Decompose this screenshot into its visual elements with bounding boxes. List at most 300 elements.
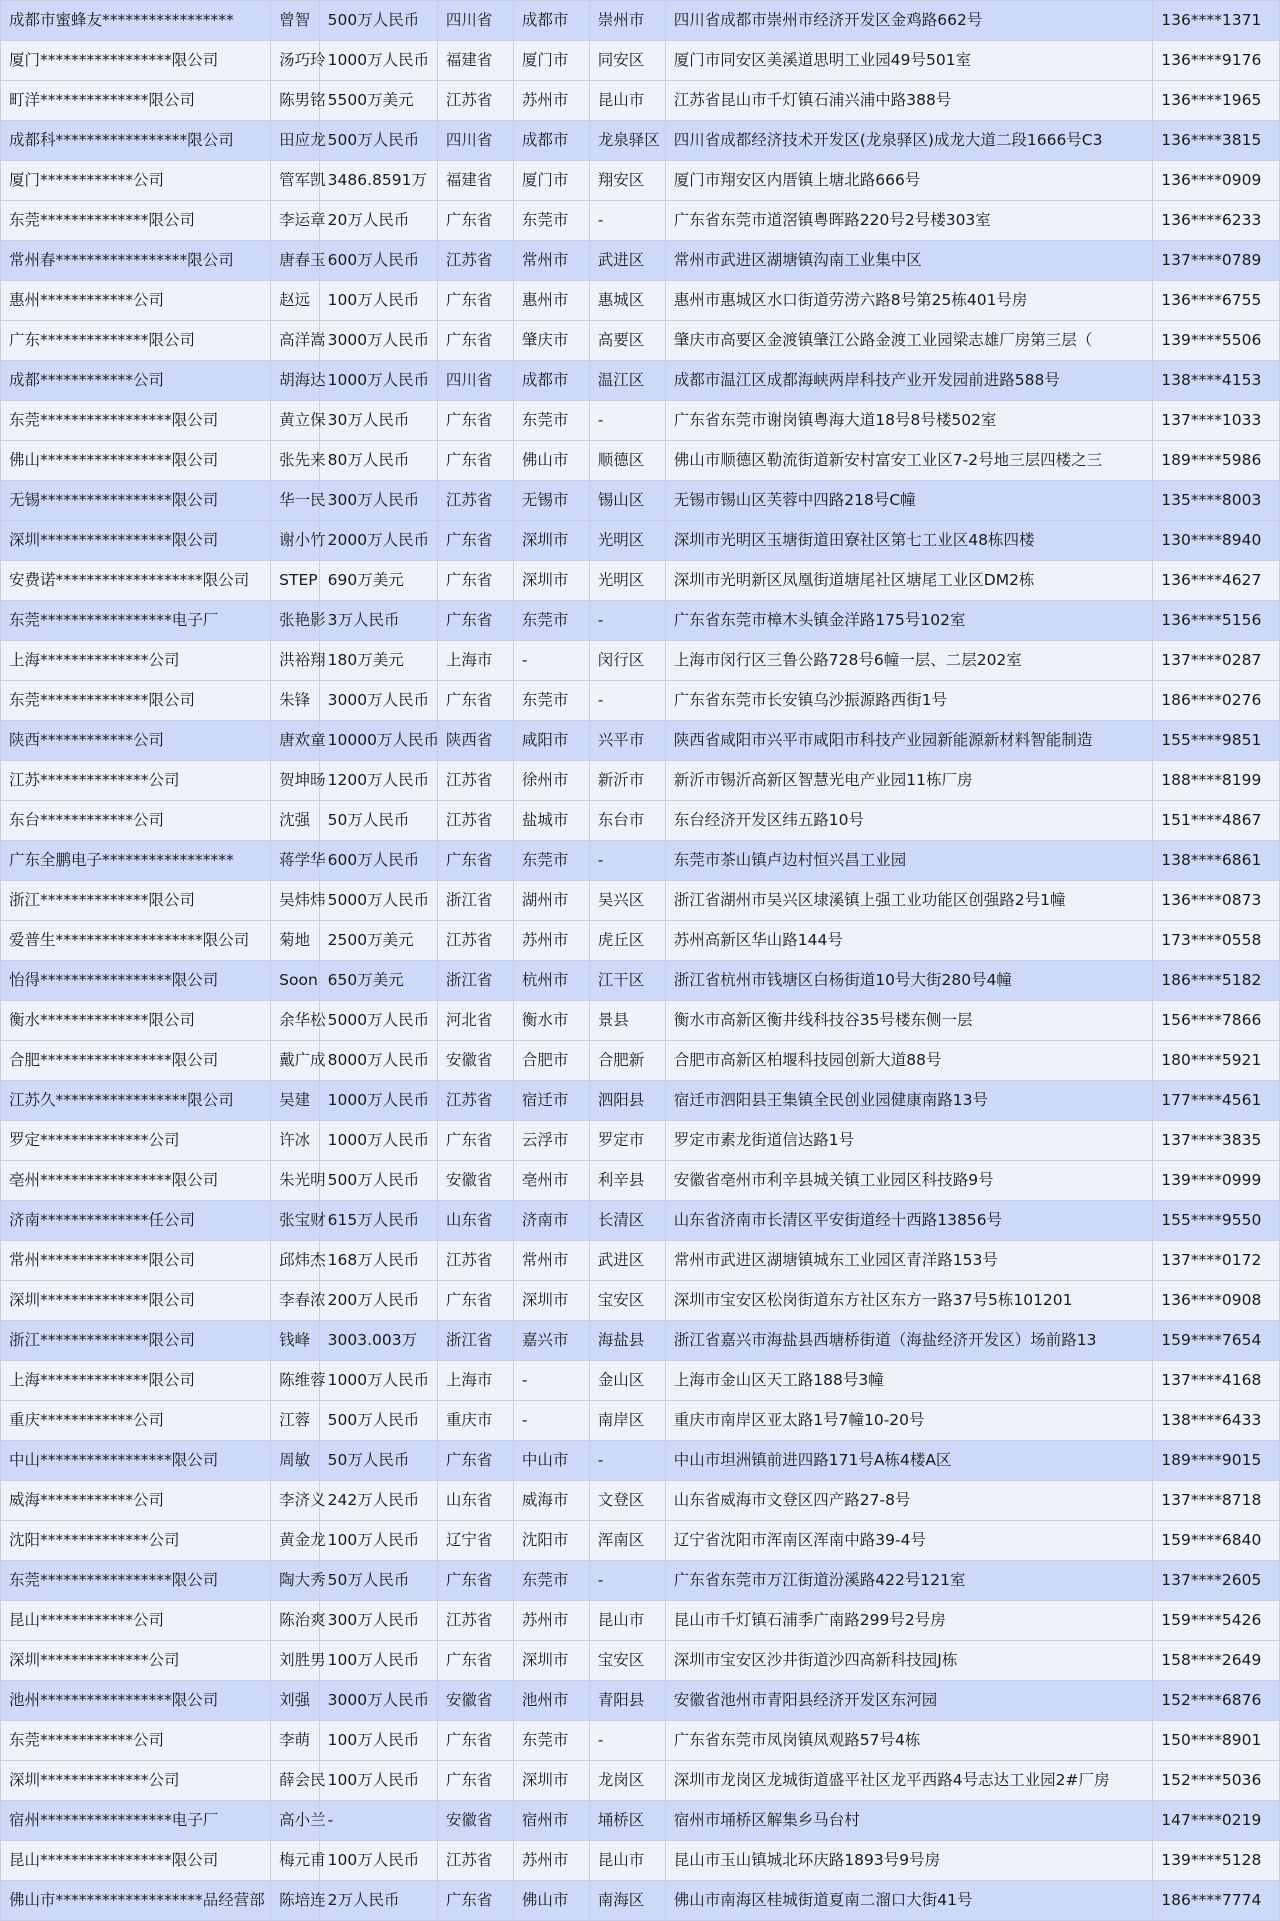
company-name-cell: 沈阳**************公司 [1,1521,271,1561]
district-cell: 翔安区 [589,161,665,201]
contact-name-cell: 贺坤旸 [271,761,320,801]
contact-name-cell: STEP [271,561,320,601]
phone-cell: 139****5128 [1153,1841,1280,1881]
province-cell: 江苏省 [437,1841,513,1881]
address-cell: 四川省成都经济技术开发区(龙泉驿区)成龙大道二段1666号C3 [665,121,1153,161]
registered-capital-cell: 242万人民币 [319,1481,437,1521]
contact-name-cell: 陈培连 [271,1881,320,1921]
district-cell: - [589,201,665,241]
province-cell: 四川省 [437,121,513,161]
district-cell: 顺德区 [589,441,665,481]
table-row[interactable] [1,1841,1280,1881]
address-cell: 常州市武进区湖塘镇沟南工业集中区 [665,241,1153,281]
address-cell: 合肥市高新区柏堰科技园创新大道88号 [665,1041,1153,1081]
registered-capital-cell: 200万人民币 [319,1281,437,1321]
district-cell: 新沂市 [589,761,665,801]
province-cell: 广东省 [437,1761,513,1801]
registered-capital-cell: - [319,1801,437,1841]
district-cell: - [589,681,665,721]
address-cell: 重庆市南岸区亚太路1号7幢10-20号 [665,1401,1153,1441]
city-cell: - [513,1361,589,1401]
registered-capital-cell: 600万人民币 [319,241,437,281]
city-cell: 衡水市 [513,1001,589,1041]
table-row[interactable] [1,761,1280,801]
table-row[interactable] [1,441,1280,481]
phone-cell: 159****5426 [1153,1601,1280,1641]
contact-name-cell: 李春浓 [271,1281,320,1321]
table-row[interactable] [1,601,1280,641]
address-cell: 浙江省湖州市吴兴区埭溪镇上强工业功能区创强路2号1幢 [665,881,1153,921]
table-row[interactable] [1,801,1280,841]
phone-cell: 136****3815 [1153,121,1280,161]
company-name-cell: 厦门************公司 [1,161,271,201]
registered-capital-cell: 20万人民币 [319,201,437,241]
company-name-cell: 广东全鹏电子***************** [1,841,271,881]
address-cell: 上海市金山区天工路188号3幢 [665,1361,1153,1401]
province-cell: 江苏省 [437,1241,513,1281]
company-name-cell: 江苏久*****************限公司 [1,1081,271,1121]
table-row[interactable] [1,121,1280,161]
contact-name-cell: 华一民 [271,481,320,521]
province-cell: 安徽省 [437,1681,513,1721]
registered-capital-cell: 100万人民币 [319,1841,437,1881]
district-cell: 闵行区 [589,641,665,681]
registered-capital-cell: 50万人民币 [319,1561,437,1601]
city-cell: 深圳市 [513,1641,589,1681]
address-cell: 浙江省杭州市钱塘区白杨街道10号大街280号4幢 [665,961,1153,1001]
city-cell: 苏州市 [513,1841,589,1881]
province-cell: 广东省 [437,561,513,601]
province-cell: 广东省 [437,401,513,441]
city-cell: 济南市 [513,1201,589,1241]
registered-capital-cell: 5000万人民币 [319,881,437,921]
table-row[interactable] [1,1321,1280,1361]
district-cell: 高要区 [589,321,665,361]
contact-name-cell: 刘胜男 [271,1641,320,1681]
city-cell: 成都市 [513,361,589,401]
table-row[interactable] [1,921,1280,961]
company-name-cell: 威海************公司 [1,1481,271,1521]
district-cell: 宝安区 [589,1281,665,1321]
district-cell: 龙岗区 [589,1761,665,1801]
province-cell: 江苏省 [437,481,513,521]
address-cell: 辽宁省沈阳市浑南区浑南中路39-4号 [665,1521,1153,1561]
company-name-cell: 深圳*****************限公司 [1,521,271,561]
address-cell: 惠州市惠城区水口街道劳涝六路8号第25栋401号房 [665,281,1153,321]
contact-name-cell: 薛会民 [271,1761,320,1801]
company-name-cell: 上海**************限公司 [1,1361,271,1401]
table-row[interactable] [1,881,1280,921]
registered-capital-cell: 3486.8591万 [319,161,437,201]
registered-capital-cell: 1000万人民币 [319,1121,437,1161]
province-cell: 福建省 [437,41,513,81]
table-row[interactable] [1,481,1280,521]
table-row[interactable] [1,1001,1280,1041]
company-name-cell: 惠州************公司 [1,281,271,321]
company-name-cell: 中山*****************限公司 [1,1441,271,1481]
table-row[interactable] [1,1881,1280,1921]
registered-capital-cell: 2500万美元 [319,921,437,961]
district-cell: 光明区 [589,561,665,601]
registered-capital-cell: 168万人民币 [319,1241,437,1281]
table-row[interactable] [1,1041,1280,1081]
table-row[interactable] [1,241,1280,281]
address-cell: 安徽省亳州市利辛县城关镇工业园区科技路9号 [665,1161,1153,1201]
city-cell: 盐城市 [513,801,589,841]
registered-capital-cell: 690万美元 [319,561,437,601]
registered-capital-cell: 100万人民币 [319,1521,437,1561]
city-cell: - [513,641,589,681]
province-cell: 广东省 [437,681,513,721]
phone-cell: 152****5036 [1153,1761,1280,1801]
city-cell: 东莞市 [513,681,589,721]
city-cell: 合肥市 [513,1041,589,1081]
company-name-cell: 东莞*****************电子厂 [1,601,271,641]
address-cell: 深圳市龙岗区龙城街道盛平社区龙平西路4号志达工业园2#厂房 [665,1761,1153,1801]
address-cell: 苏州高新区华山路144号 [665,921,1153,961]
table-row[interactable] [1,1,1280,41]
company-name-cell: 常州**************限公司 [1,1241,271,1281]
district-cell: - [589,841,665,881]
district-cell: 合肥新 [589,1041,665,1081]
district-cell: 南岸区 [589,1401,665,1441]
province-cell: 广东省 [437,1641,513,1681]
province-cell: 广东省 [437,321,513,361]
district-cell: - [589,601,665,641]
contact-name-cell: 管军凯 [271,161,320,201]
district-cell: 海盐县 [589,1321,665,1361]
city-cell: 佛山市 [513,1881,589,1921]
table-row[interactable] [1,1201,1280,1241]
city-cell: - [513,1401,589,1441]
table-row[interactable] [1,1721,1280,1761]
registered-capital-cell: 1000万人民币 [319,361,437,401]
table-row[interactable] [1,1081,1280,1121]
phone-cell: 186****5182 [1153,961,1280,1001]
contact-name-cell: 高小兰 [271,1801,320,1841]
province-cell: 广东省 [437,601,513,641]
contact-name-cell: 戴广成 [271,1041,320,1081]
table-row[interactable] [1,521,1280,561]
table-row[interactable] [1,81,1280,121]
city-cell: 无锡市 [513,481,589,521]
phone-cell: 137****1033 [1153,401,1280,441]
address-cell: 厦门市同安区美溪道思明工业园49号501室 [665,41,1153,81]
city-cell: 苏州市 [513,1601,589,1641]
city-cell: 厦门市 [513,161,589,201]
province-cell: 江苏省 [437,1081,513,1121]
company-name-cell: 广东**************限公司 [1,321,271,361]
company-name-cell: 成都************公司 [1,361,271,401]
registered-capital-cell: 3003.003万 [319,1321,437,1361]
district-cell: 吴兴区 [589,881,665,921]
contact-name-cell: 邱炜杰 [271,1241,320,1281]
registered-capital-cell: 600万人民币 [319,841,437,881]
district-cell: 龙泉驿区 [589,121,665,161]
phone-cell: 138****6861 [1153,841,1280,881]
district-cell: 光明区 [589,521,665,561]
table-row[interactable] [1,681,1280,721]
city-cell: 惠州市 [513,281,589,321]
registered-capital-cell: 500万人民币 [319,1401,437,1441]
table-row[interactable] [1,641,1280,681]
province-cell: 安徽省 [437,1041,513,1081]
registered-capital-cell: 615万人民币 [319,1201,437,1241]
registered-capital-cell: 500万人民币 [319,1,437,41]
phone-cell: 150****8901 [1153,1721,1280,1761]
registered-capital-cell: 50万人民币 [319,801,437,841]
address-cell: 广东省东莞市樟木头镇金洋路175号102室 [665,601,1153,641]
address-cell: 山东省威海市文登区四产路27-8号 [665,1481,1153,1521]
company-name-cell: 浙江**************限公司 [1,881,271,921]
contact-name-cell: 唐欢童 [271,721,320,761]
phone-cell: 136****5156 [1153,601,1280,641]
company-name-cell: 宿州*****************电子厂 [1,1801,271,1841]
registered-capital-cell: 100万人民币 [319,1761,437,1801]
table-row[interactable] [1,1521,1280,1561]
district-cell: - [589,1721,665,1761]
table-row[interactable] [1,1481,1280,1521]
city-cell: 东莞市 [513,601,589,641]
registered-capital-cell: 80万人民币 [319,441,437,481]
registered-capital-cell: 3000万人民币 [319,681,437,721]
contact-name-cell: 朱光明 [271,1161,320,1201]
phone-cell: 137****4168 [1153,1361,1280,1401]
address-cell: 江苏省昆山市千灯镇石浦兴浦中路388号 [665,81,1153,121]
contact-name-cell: 菊地 [271,921,320,961]
province-cell: 山东省 [437,1481,513,1521]
address-cell: 厦门市翔安区内厝镇上塘北路666号 [665,161,1153,201]
address-cell: 新沂市锡沂高新区智慧光电产业园11栋厂房 [665,761,1153,801]
city-cell: 东莞市 [513,841,589,881]
phone-cell: 189****9015 [1153,1441,1280,1481]
district-cell: 罗定市 [589,1121,665,1161]
city-cell: 佛山市 [513,441,589,481]
table-row[interactable] [1,1361,1280,1401]
city-cell: 云浮市 [513,1121,589,1161]
company-name-cell: 衡水**************限公司 [1,1001,271,1041]
city-cell: 咸阳市 [513,721,589,761]
registered-capital-cell: 2万人民币 [319,1881,437,1921]
phone-cell: 137****0172 [1153,1241,1280,1281]
phone-cell: 136****6233 [1153,201,1280,241]
table-row[interactable] [1,1801,1280,1841]
province-cell: 广东省 [437,1121,513,1161]
city-cell: 湖州市 [513,881,589,921]
address-cell: 深圳市光明区玉塘街道田寮社区第七工业区48栋四楼 [665,521,1153,561]
phone-cell: 136****1965 [1153,81,1280,121]
address-cell: 罗定市素龙街道信达路1号 [665,1121,1153,1161]
company-name-cell: 亳州*****************限公司 [1,1161,271,1201]
province-cell: 安徽省 [437,1801,513,1841]
phone-cell: 188****8199 [1153,761,1280,801]
registered-capital-cell: 1000万人民币 [319,1081,437,1121]
company-name-cell: 佛山*****************限公司 [1,441,271,481]
district-cell: 江干区 [589,961,665,1001]
registered-capital-cell: 10000万人民币 [319,721,437,761]
district-cell: 昆山市 [589,1841,665,1881]
address-cell: 山东省济南市长清区平安街道经十西路13856号 [665,1201,1153,1241]
registered-capital-cell: 300万人民币 [319,1601,437,1641]
phone-cell: 135****8003 [1153,481,1280,521]
contact-name-cell: 张艳影 [271,601,320,641]
district-cell: 浑南区 [589,1521,665,1561]
registered-capital-cell: 3万人民币 [319,601,437,641]
contact-name-cell: 李运章 [271,201,320,241]
contact-name-cell: 蒋学华 [271,841,320,881]
province-cell: 山东省 [437,1201,513,1241]
district-cell: 景县 [589,1001,665,1041]
phone-cell: 139****0999 [1153,1161,1280,1201]
phone-cell: 136****4627 [1153,561,1280,601]
contact-name-cell: 赵远 [271,281,320,321]
district-cell: - [589,401,665,441]
address-cell: 昆山市玉山镇城北环庆路1893号9号房 [665,1841,1153,1881]
phone-cell: 138****6433 [1153,1401,1280,1441]
phone-cell: 159****6840 [1153,1521,1280,1561]
table-row[interactable] [1,1681,1280,1721]
company-name-cell: 东莞*****************限公司 [1,401,271,441]
city-cell: 中山市 [513,1441,589,1481]
company-name-cell: 上海**************公司 [1,641,271,681]
province-cell: 广东省 [437,1281,513,1321]
address-cell: 常州市武进区湖塘镇城东工业园区青洋路153号 [665,1241,1153,1281]
table-row[interactable] [1,401,1280,441]
table-row[interactable] [1,561,1280,601]
city-cell: 成都市 [513,1,589,41]
phone-cell: 155****9550 [1153,1201,1280,1241]
district-cell: 青阳县 [589,1681,665,1721]
contact-name-cell: 黄立保 [271,401,320,441]
province-cell: 河北省 [437,1001,513,1041]
city-cell: 沈阳市 [513,1521,589,1561]
registered-capital-cell: 100万人民币 [319,1721,437,1761]
address-cell: 宿州市埇桥区解集乡马台村 [665,1801,1153,1841]
company-name-cell: 常州春*****************限公司 [1,241,271,281]
table-row[interactable] [1,321,1280,361]
table-row[interactable] [1,721,1280,761]
contact-name-cell: 江蓉 [271,1401,320,1441]
district-cell: 东台市 [589,801,665,841]
province-cell: 广东省 [437,1441,513,1481]
phone-cell: 155****9851 [1153,721,1280,761]
table-row[interactable] [1,1441,1280,1481]
phone-cell: 137****0287 [1153,641,1280,681]
table-row[interactable] [1,281,1280,321]
phone-cell: 186****0276 [1153,681,1280,721]
contact-name-cell: 高洋嵩 [271,321,320,361]
address-cell: 上海市闵行区三鲁公路728号6幢一层、二层202室 [665,641,1153,681]
registered-capital-cell: 1200万人民币 [319,761,437,801]
registered-capital-cell: 300万人民币 [319,481,437,521]
address-cell: 深圳市光明新区凤凰街道塘尾社区塘尾工业区DM2栋 [665,561,1153,601]
phone-cell: 136****6755 [1153,281,1280,321]
table-row[interactable] [1,1561,1280,1601]
table-row[interactable] [1,1161,1280,1201]
company-name-cell: 町洋**************限公司 [1,81,271,121]
registered-capital-cell: 100万人民币 [319,281,437,321]
table-row[interactable] [1,1121,1280,1161]
table-row[interactable] [1,161,1280,201]
contact-name-cell: 李济义 [271,1481,320,1521]
phone-cell: 189****5986 [1153,441,1280,481]
district-cell: 昆山市 [589,1601,665,1641]
registered-capital-cell: 1000万人民币 [319,41,437,81]
registered-capital-cell: 500万人民币 [319,1161,437,1201]
province-cell: 江苏省 [437,921,513,961]
district-cell: 长清区 [589,1201,665,1241]
company-name-cell: 深圳**************限公司 [1,1281,271,1321]
table-row[interactable] [1,361,1280,401]
province-cell: 广东省 [437,1561,513,1601]
district-cell: - [589,1561,665,1601]
phone-cell: 136****0909 [1153,161,1280,201]
province-cell: 上海市 [437,641,513,681]
contact-name-cell: 张先来 [271,441,320,481]
table-row[interactable] [1,1761,1280,1801]
registered-capital-cell: 5000万人民币 [319,1001,437,1041]
phone-cell: 159****7654 [1153,1321,1280,1361]
contact-name-cell: 刘强 [271,1681,320,1721]
province-cell: 江苏省 [437,801,513,841]
phone-cell: 136****1371 [1153,1,1280,41]
registered-capital-cell: 650万美元 [319,961,437,1001]
table-row[interactable] [1,961,1280,1001]
registered-capital-cell: 2000万人民币 [319,521,437,561]
contact-name-cell: 吴炜炜 [271,881,320,921]
table-row[interactable] [1,1281,1280,1321]
phone-cell: 180****5921 [1153,1041,1280,1081]
table-row[interactable] [1,1401,1280,1441]
city-cell: 东莞市 [513,1561,589,1601]
province-cell: 陕西省 [437,721,513,761]
contact-name-cell: 谢小竹 [271,521,320,561]
table-row[interactable] [1,1241,1280,1281]
table-row[interactable] [1,41,1280,81]
address-cell: 肇庆市高要区金渡镇肇江公路金渡工业园梁志雄厂房第三层（ [665,321,1153,361]
district-cell: 金山区 [589,1361,665,1401]
contact-name-cell: 陈治爽 [271,1601,320,1641]
contact-name-cell: 曾智 [271,1,320,41]
address-cell: 陕西省咸阳市兴平市咸阳市科技产业园新能源新材料智能制造 [665,721,1153,761]
phone-cell: 151****4867 [1153,801,1280,841]
phone-cell: 138****4153 [1153,361,1280,401]
company-name-cell: 深圳**************公司 [1,1641,271,1681]
city-cell: 深圳市 [513,1761,589,1801]
table-row[interactable] [1,841,1280,881]
table-row[interactable] [1,1601,1280,1641]
city-cell: 深圳市 [513,561,589,601]
company-name-cell: 东莞**************限公司 [1,201,271,241]
district-cell: - [589,1441,665,1481]
company-name-cell: 深圳**************公司 [1,1761,271,1801]
district-cell: 锡山区 [589,481,665,521]
contact-name-cell: 朱锋 [271,681,320,721]
phone-cell: 139****5506 [1153,321,1280,361]
contact-name-cell: 余华松 [271,1001,320,1041]
company-name-cell: 浙江**************限公司 [1,1321,271,1361]
company-table-body [1,1,1280,1921]
phone-cell: 130****8940 [1153,521,1280,561]
address-cell: 佛山市顺德区勒流街道新安村富安工业区7-2号地三层四楼之三 [665,441,1153,481]
address-cell: 安徽省池州市青阳县经济开发区东河园 [665,1681,1153,1721]
table-row[interactable] [1,1641,1280,1681]
table-row[interactable] [1,201,1280,241]
province-cell: 广东省 [437,281,513,321]
city-cell: 威海市 [513,1481,589,1521]
company-name-cell: 昆山************公司 [1,1601,271,1641]
contact-name-cell: 黄金龙 [271,1521,320,1561]
